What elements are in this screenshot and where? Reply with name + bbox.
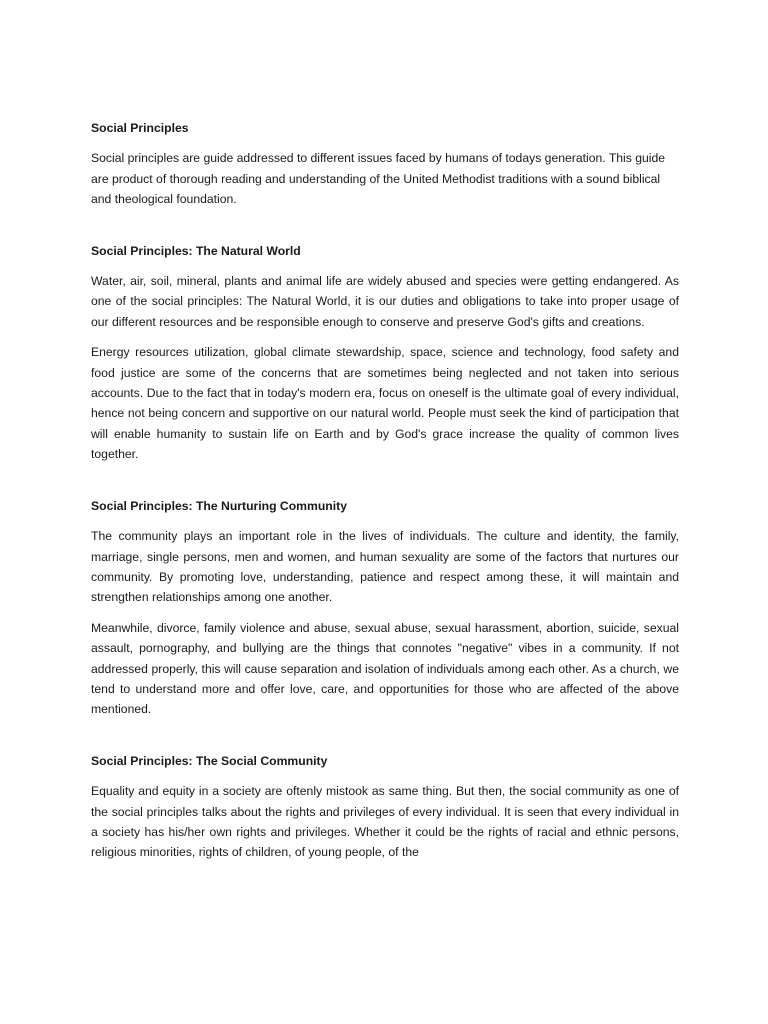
section-heading: Social Principles: The Nurturing Community [91, 498, 347, 513]
section-natural-world [91, 241, 679, 465]
paragraph: Energy resources utilization, global climate stewardship, space, science and technology, food safety and food justice are some of the concerns that are sometimes being neglected and not taken into serious accounts. Due to the fact that in today's modern era, focus on oneself is the ultimate goal of every individual, hence not being concern and supportive on our natural world. People must seek the kind of participation that will enable humanity to sustain life on Earth and by God's grace increase the quality of common lives together. [91, 345, 679, 462]
document-page [91, 118, 679, 873]
paragraph: Social principles are guide addressed to different issues faced by humans of todays generation. This guide are product of thorough reading and understanding of the United Methodist traditions with a sound biblical and theological foundation. [91, 151, 666, 207]
paragraph: Equality and equity in a society are oftenly mistook as same thing. But then, the social community as one of the social principles talks about the rights and privileges of every individual. It is seen that every individual in a society has his/her own rights and privileges. Whether it could be the rights of racial and ethnic persons, religious minorities, rights of children, of young people, of the [91, 784, 679, 860]
paragraph: Meanwhile, divorce, family violence and abuse, sexual abuse, sexual harassment, abortion, suicide, sexual assault, pornography, and bullying are the things that connotes "negative" vibes in a community. If not addressed properly, this will cause separation and isolation of individuals among each other. As a church, we tend to understand more and offer love, care, and opportunities for those who are affected of the above mentioned. [91, 620, 679, 717]
section-nurturing-community [91, 496, 679, 720]
section-social-principles [91, 118, 679, 210]
paragraph: Water, air, soil, mineral, plants and animal life are widely abused and species were getting endangered. As one of the social principles: The Natural World, it is our duties and obligations to take into proper usage of our different resources and be responsible enough to conserve and preserve God's gifts and creations. [91, 274, 679, 329]
section-heading: Social Principles [91, 121, 189, 135]
paragraph: The community plays an important role in the lives of individuals. The culture and identity, the family, marriage, single persons, men and women, and human sexuality are some of the factors that nurtures our community. By promoting love, understanding, patience and respect among these, it will maintain and strengthen relationships among one another. [91, 529, 679, 605]
section-heading: Social Principles: The Natural World [91, 243, 301, 258]
section-heading: Social Principles: The Social Community [91, 753, 328, 768]
section-social-community [91, 751, 679, 863]
